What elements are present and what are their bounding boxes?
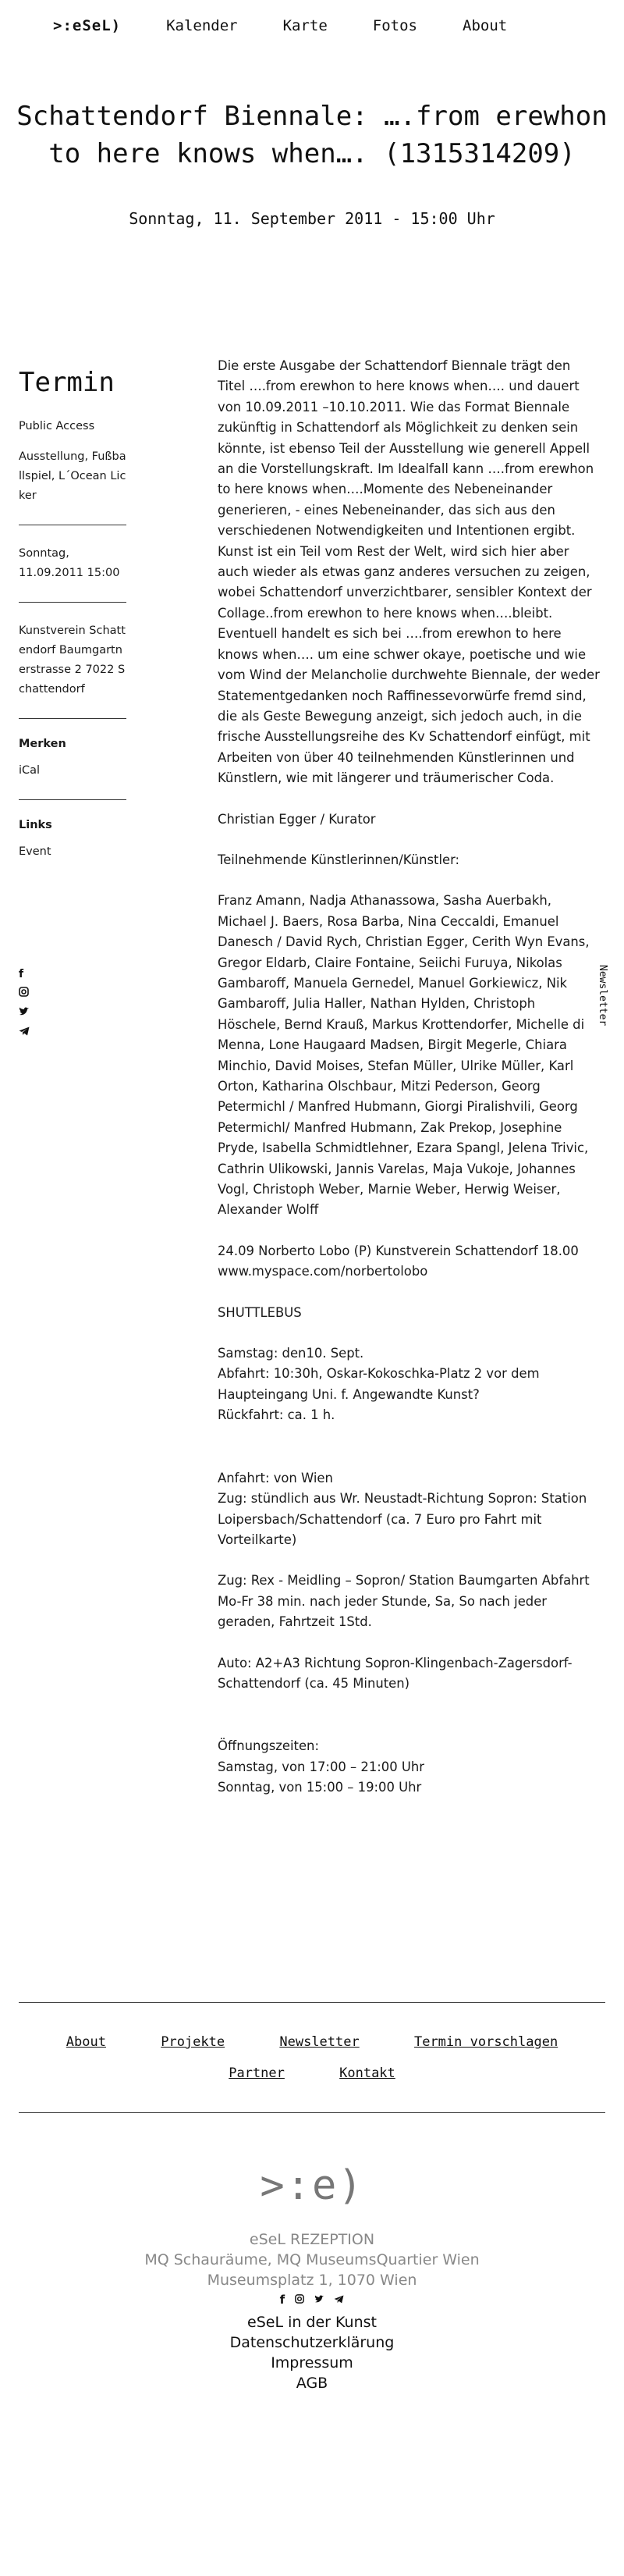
- footer-menu: [0, 2312, 624, 2393]
- footer-divider-top: [19, 2002, 605, 2003]
- event-datetime: Sonntag, 11. September 2011 - 15:00 Uhr: [129, 209, 495, 228]
- directions-car: Auto: A2+A3 Richtung Sopron-Klingenbach-Zagersdorf-Schattendorf (ca. 45 Minuten): [218, 1655, 573, 1691]
- nav-item-about[interactable]: About: [463, 17, 508, 34]
- social-icons: [19, 965, 34, 1043]
- top-navigation: [53, 17, 552, 34]
- footer-link-termin-vorschlagen[interactable]: Termin vorschlagen: [413, 2034, 558, 2050]
- footer-address: [0, 2229, 624, 2290]
- directions-train: Anfahrt: von Wien Zug: stündlich aus Wr. Neustadt-Richtung Sopron: Station Loipersbach/Schattendorf (ca. 7 Euro pro Fahrt mit Vorteilkarte): [218, 1470, 587, 1547]
- footer-links-row2: [0, 2065, 624, 2081]
- divider: [19, 799, 126, 800]
- telegram-icon[interactable]: [19, 1023, 34, 1043]
- venue-address: Kunstverein Schattendorf Baumgartnerstrasse 2 7022 Schattendorf: [19, 624, 126, 696]
- curator-line: Christian Egger / Kurator: [218, 811, 376, 827]
- sidebar-heading: Termin: [19, 367, 115, 398]
- footer-menu-datenschutz[interactable]: Datenschutzerklärung: [229, 2334, 395, 2351]
- event-link[interactable]: Event: [19, 845, 51, 858]
- footer-divider-bottom: [19, 2112, 605, 2113]
- event-sidebar: [19, 367, 126, 862]
- instagram-icon[interactable]: [19, 984, 34, 1004]
- page-title: Schattendorf Biennale: ….from erewhon to here knows when…. (1315314209): [16, 101, 608, 169]
- nav-item-fotos[interactable]: Fotos: [372, 17, 417, 34]
- access-label: Public Access: [19, 420, 95, 432]
- artists-list: Franz Amann, Nadja Athanassowa, Sasha Auerbakh, Michael J. Baers, Rosa Barba, Nina Ceccaldi, Emanuel Danesch / David Rych, Christian Egger, Cerith Wyn Evans, Gregor Eldarb, Claire Fontaine, Seiichi Furuya, Nikolas Gambaroff, Manuela Gernedel, Manuel Gorkiewicz, Nik Gambaroff, Julia Haller, Nathan Hylden, Christoph Höschele, Bernd Krauß, Markus Krottendorfer, Michelle di Menna, Lone Haugaard Madsen, Birgit Megerle, Chiara Minchio, David Moises, Stefan Müller, Ulrike Müller, Karl Orton, Katharina Olschbaur, Mitzi Pederson, Georg Petermichl / Manfred Hubmann, Giorgi Piralishvili, Georg Petermichl/ Manfred Hubmann, Zak Prekop, Josephine Pryde, Isabella Schmidtlehner, Ezara Spangl, Jelena Trivic, Cathrin Ulikowski, Jannis Varelas, Maja Vukoje, Johannes Vogl, Christoph Weber, Marnie Weber, Herwig Weiser, Alexander Wolff: [218, 893, 590, 1218]
- footer-social-icons: [0, 2293, 624, 2307]
- twitter-icon[interactable]: [19, 1004, 34, 1023]
- footer-menu-impressum[interactable]: Impressum: [271, 2354, 353, 2371]
- footer-link-kontakt[interactable]: Kontakt: [339, 2065, 395, 2081]
- footer-link-projekte[interactable]: Projekte: [161, 2034, 225, 2050]
- footer-logo[interactable]: >:e): [260, 2162, 364, 2209]
- merken-label: Merken: [19, 738, 66, 750]
- opening-hours: Öffnungszeiten: Samstag, von 17:00 – 21:00 Uhr Sonntag, von 15:00 – 19:00 Uhr: [218, 1738, 424, 1795]
- description-paragraph: Die erste Ausgabe der Schattendorf Biennale trägt den Titel ….from erewhon to here knows when…. und dauert von 10.09.2011 –10.10.2011. Wie das Format Biennale zukünftig in Schattendorf als Möglichkeit zu denken sein könnte, ist ebenso Teil der Ausstellung wie generell Appell an die Vorstellungskraft. Im Idealfall kann ….from erewhon to here knows when….Momente des Nebeneinander generieren, - eines Nebeneinander, das sich aus den verschiedenen Notwendigkeiten und Intentionen ergibt. Kunst ist ein Teil vom Rest der Welt, wird sich hier aber auch wieder als etwas ganz anderes versuchen zu zeigen, wobei Schattendorf unverzichtbarer, sensibler Kontext der Collage..from erewhon to here knows when….bleibt. Eventuell handelt es sich bei ….from erewhon to here knows when…. um eine schwer okaye, poetische und wie vom Wind der Melancholie durchwehte Biennale, der weder Statementgedanken noch Raffinessevorwürfe fremd sind, die als Geste Bewegung anzeigt, sich jedoch auch, in die frische Ausstellungsreihe des Kv Schattendorf einfügt, mit Arbeiten von über 40 teilnehmenden Künstlerinnen und Künstlern, wie mit längerer und träumerischer Coda.: [218, 358, 600, 786]
- footer-menu-agb[interactable]: AGB: [296, 2375, 328, 2392]
- footer-link-newsletter[interactable]: Newsletter: [279, 2034, 360, 2050]
- instagram-icon[interactable]: [295, 2293, 304, 2307]
- footer-links-row1: [0, 2034, 624, 2050]
- footer-location: MQ Schauräume, MQ MuseumsQuartier Wien: [144, 2251, 480, 2268]
- links-label: Links: [19, 819, 52, 831]
- nav-item-karte[interactable]: Karte: [282, 17, 328, 34]
- newsletter-tab[interactable]: Newsletter: [597, 965, 608, 1026]
- ical-link[interactable]: iCal: [19, 764, 41, 777]
- event-description: [218, 356, 601, 1819]
- footer-org-name: eSeL REZEPTION: [249, 2231, 375, 2248]
- footer-menu-esel-in-der-kunst[interactable]: eSeL in der Kunst: [247, 2314, 377, 2331]
- facebook-icon[interactable]: f: [279, 2293, 285, 2307]
- footer-link-partner[interactable]: Partner: [229, 2065, 285, 2081]
- shuttlebus-heading: SHUTTLEBUS: [218, 1304, 302, 1320]
- site-logo[interactable]: >:eSeL): [53, 17, 122, 34]
- telegram-icon[interactable]: [334, 2293, 344, 2307]
- footer-link-about[interactable]: About: [66, 2034, 106, 2050]
- concert-info: 24.09 Norberto Lobo (P) Kunstverein Schattendorf 18.00 www.myspace.com/norbertolobo: [218, 1243, 579, 1279]
- sidebar-date: Sonntag, 11.09.2011 15:00: [19, 547, 120, 579]
- twitter-icon[interactable]: [314, 2293, 324, 2307]
- shuttlebus-info: Samstag: den10. Sept. Abfahrt: 10:30h, Oskar-Kokoschka-Platz 2 vor dem Haupteingang Uni. f. Angewandte Kunst? Rückfahrt: ca. 1 h.: [218, 1346, 540, 1423]
- facebook-icon[interactable]: f: [19, 968, 24, 980]
- artists-heading: Teilnehmende Künstlerinnen/Künstler:: [218, 852, 460, 867]
- divider: [19, 718, 126, 719]
- event-categories: Ausstellung, Fußballspiel, L´Ocean Licker: [19, 450, 126, 502]
- divider: [19, 602, 126, 603]
- footer-street: Museumsplatz 1, 1070 Wien: [207, 2272, 417, 2289]
- nav-item-kalender[interactable]: Kalender: [166, 17, 238, 34]
- directions-rex: Zug: Rex - Meidling – Sopron/ Station Baumgarten Abfahrt Mo-Fr 38 min. nach jeder Stunde, Sa, So nach jeder geraden, Fahrtzeit 1Std.: [218, 1573, 590, 1630]
